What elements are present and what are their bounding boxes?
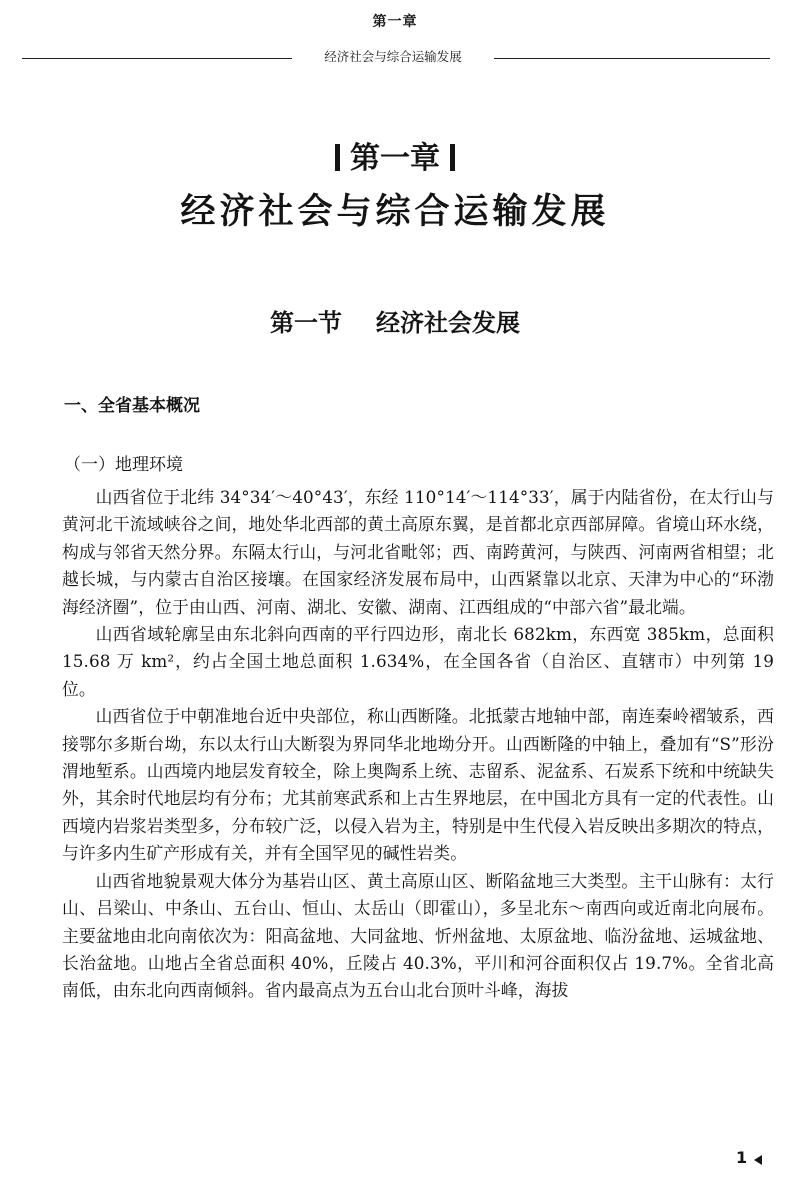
subsection-heading: 一、全省基本概况	[64, 396, 200, 416]
header-rule-left	[22, 58, 292, 59]
chapter-label	[0, 139, 790, 179]
subsubsection-heading: （一）地理环境	[64, 455, 183, 475]
left-triangle-icon	[754, 1155, 762, 1165]
section-number: 第一节	[270, 309, 342, 337]
paragraph: 山西省位于北纬 34°34′～40°43′，东经 110°14′～114°33′，属于内陆省份，在太行山与黄河北干流域峡谷之间，地处华北西部的黄土高原东翼，是首都北京西部屏障。省境山环水绕，构成与邻省天然分界。东隔太行山，与河北省毗邻；西、南跨黄河，与陕西、河南两省相望；北越长城，与内蒙古自治区接壤。在国家经济发展布局中，山西紧靠以北京、天津为中心的“环渤海经济圈”，位于由山西、河南、湖北、安徽、湖南、江西组成的“中部六省”最北端。	[62, 487, 774, 617]
chapter-bar-right	[450, 144, 455, 171]
section-heading	[0, 305, 790, 341]
paragraph: 山西省域轮廓呈由东北斜向西南的平行四边形，南北长 682km，东西宽 385km，总面积 15.68 万 km²，约占全国土地总面积 1.634%，在全国各省（自治区、直辖市）中列第 19 位。	[62, 624, 774, 699]
section-title: 经济社会发展	[376, 309, 520, 337]
running-header-subtitle: 经济社会与综合运输发展	[324, 49, 462, 64]
chapter-bar-left	[335, 144, 340, 171]
paragraph: 山西省地貌景观大体分为基岩山区、黄土高原山区、断陷盆地三大类型。主干山脉有：太行山、吕梁山、中条山、五台山、恒山、太岳山（即霍山），多呈北东～南西向或近南北向展布。主要盆地由北向南依次为：阳高盆地、大同盆地、忻州盆地、太原盆地、临汾盆地、运城盆地、长治盆地。山地占全省总面积 40%，丘陵占 40.3%，平川和河谷面积仅占 19.7%。全省北高南低，由东北向西南倾斜。省内最高点为五台山北台顶叶斗峰，海拔	[62, 870, 774, 1001]
chapter-label-text: 第一章	[350, 141, 440, 176]
running-header-chapter: 第一章	[372, 14, 418, 30]
paragraph: 山西省位于中朝准地台近中央部位，称山西断隆。北抵蒙古地轴中部，南连秦岭褶皱系，西接鄂尔多斯台坳，东以太行山大断裂为界同华北地坳分开。山西断隆的中轴上，叠加有“S”形汾渭地堑系。山西境内地层发育较全，除上奥陶系上统、志留系、泥盆系、石炭系下统和中统缺失外，其余时代地层均有分布；尤其前寒武系和上古生界地层，在中国北方具有一定的代表性。山西境内岩浆岩类型多，分布较广泛，以侵入岩为主，特别是中生代侵入岩反映出多期次的特点，与许多内生矿产形成有关，并有全国罕见的碱性岩类。	[62, 706, 774, 864]
page-number: 1	[736, 1148, 748, 1167]
header-rule-right	[494, 58, 770, 59]
chapter-title: 经济社会与综合运输发展	[180, 192, 610, 232]
body-text	[62, 484, 774, 1005]
